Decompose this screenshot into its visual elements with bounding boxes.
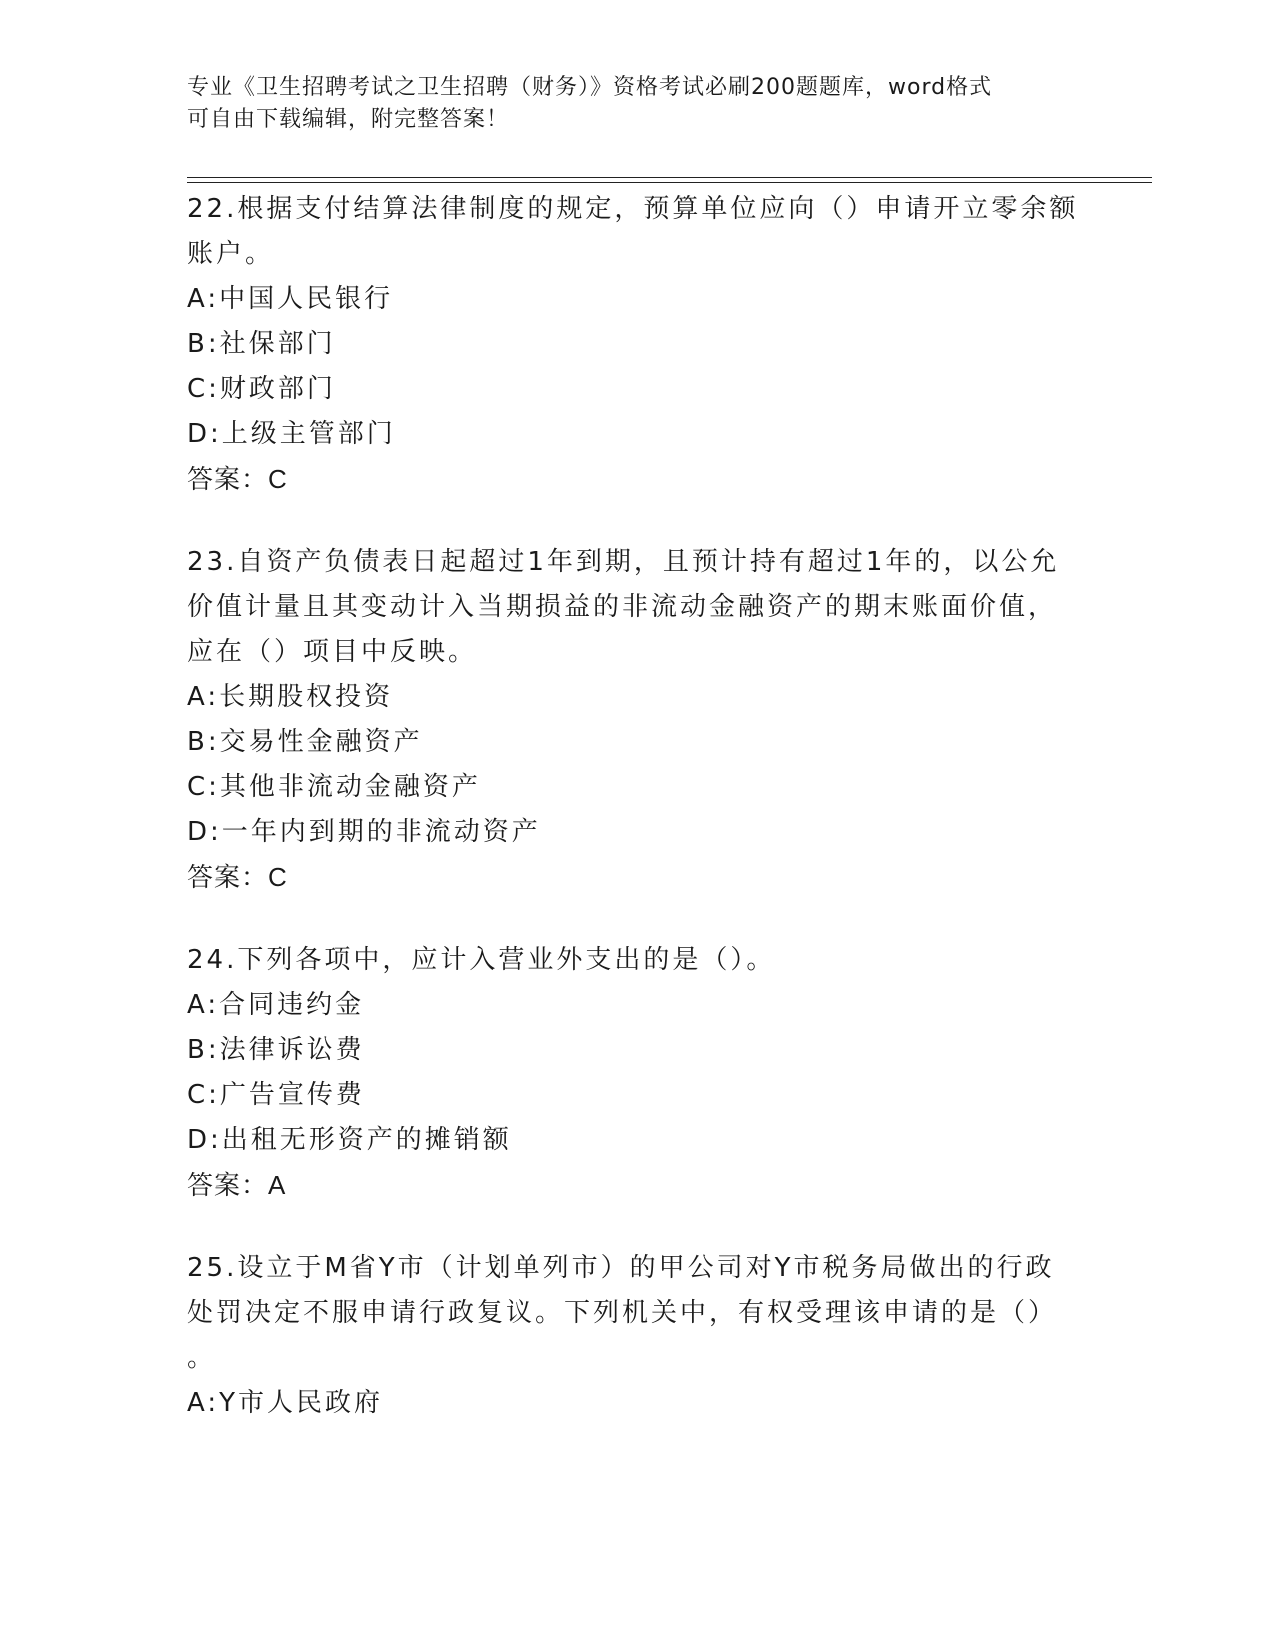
header-divider-bottom xyxy=(187,182,1152,183)
answer-option: B:交易性金融资产 xyxy=(187,727,423,757)
question-block xyxy=(187,938,1087,1208)
answer-option: C:其他非流动金融资产 xyxy=(187,772,481,802)
header-line-1: 专业《卫生招聘考试之卫生招聘（财务）》资格考试必刷200题题库，word格式 xyxy=(187,75,993,100)
answer-option: B:社保部门 xyxy=(187,329,336,359)
answer-option: D:上级主管部门 xyxy=(187,419,396,449)
question-text-line: 23.自资产负债表日起超过1年到期，且预计持有超过1年的，以公允 xyxy=(187,547,1060,577)
question-block xyxy=(187,1246,1087,1426)
question-text-line: 处罚决定不服申请行政复议。下列机关中，有权受理该申请的是（） xyxy=(187,1298,1058,1328)
answer-option: C:财政部门 xyxy=(187,374,336,404)
question-block xyxy=(187,540,1087,900)
answer-key: 答案：C xyxy=(187,464,288,494)
answer-option: A:长期股权投资 xyxy=(187,682,394,712)
answer-option: A:Y市人民政府 xyxy=(187,1388,383,1418)
question-text-line: 应在（）项目中反映。 xyxy=(187,637,478,667)
question-text-line: 22.根据支付结算法律制度的规定，预算单位应向（）申请开立零余额 xyxy=(187,194,1079,224)
answer-option: C:广告宣传费 xyxy=(187,1080,365,1110)
answer-option: A:合同违约金 xyxy=(187,990,365,1020)
question-block xyxy=(187,187,1087,502)
answer-option: B:法律诉讼费 xyxy=(187,1035,365,1065)
document-header xyxy=(187,72,1067,136)
answer-option: D:出租无形资产的摊销额 xyxy=(187,1125,512,1155)
question-list xyxy=(187,187,1087,1464)
question-text-line: 价值计量且其变动计入当期损益的非流动金融资产的期末账面价值， xyxy=(187,592,1058,622)
answer-key: 答案：C xyxy=(187,862,288,892)
answer-option: D:一年内到期的非流动资产 xyxy=(187,817,541,847)
question-text-line: 24.下列各项中，应计入营业外支出的是（）。 xyxy=(187,945,776,975)
answer-option: A:中国人民银行 xyxy=(187,284,394,314)
question-text-line: 25.设立于M省Y市（计划单列市）的甲公司对Y市税务局做出的行政 xyxy=(187,1253,1055,1283)
question-text-line: 账户。 xyxy=(187,239,275,269)
question-text-line: 。 xyxy=(187,1343,217,1373)
header-divider-top xyxy=(187,177,1152,178)
answer-key: 答案：A xyxy=(187,1170,287,1200)
header-line-2: 可自由下载编辑，附完整答案！ xyxy=(187,107,510,132)
